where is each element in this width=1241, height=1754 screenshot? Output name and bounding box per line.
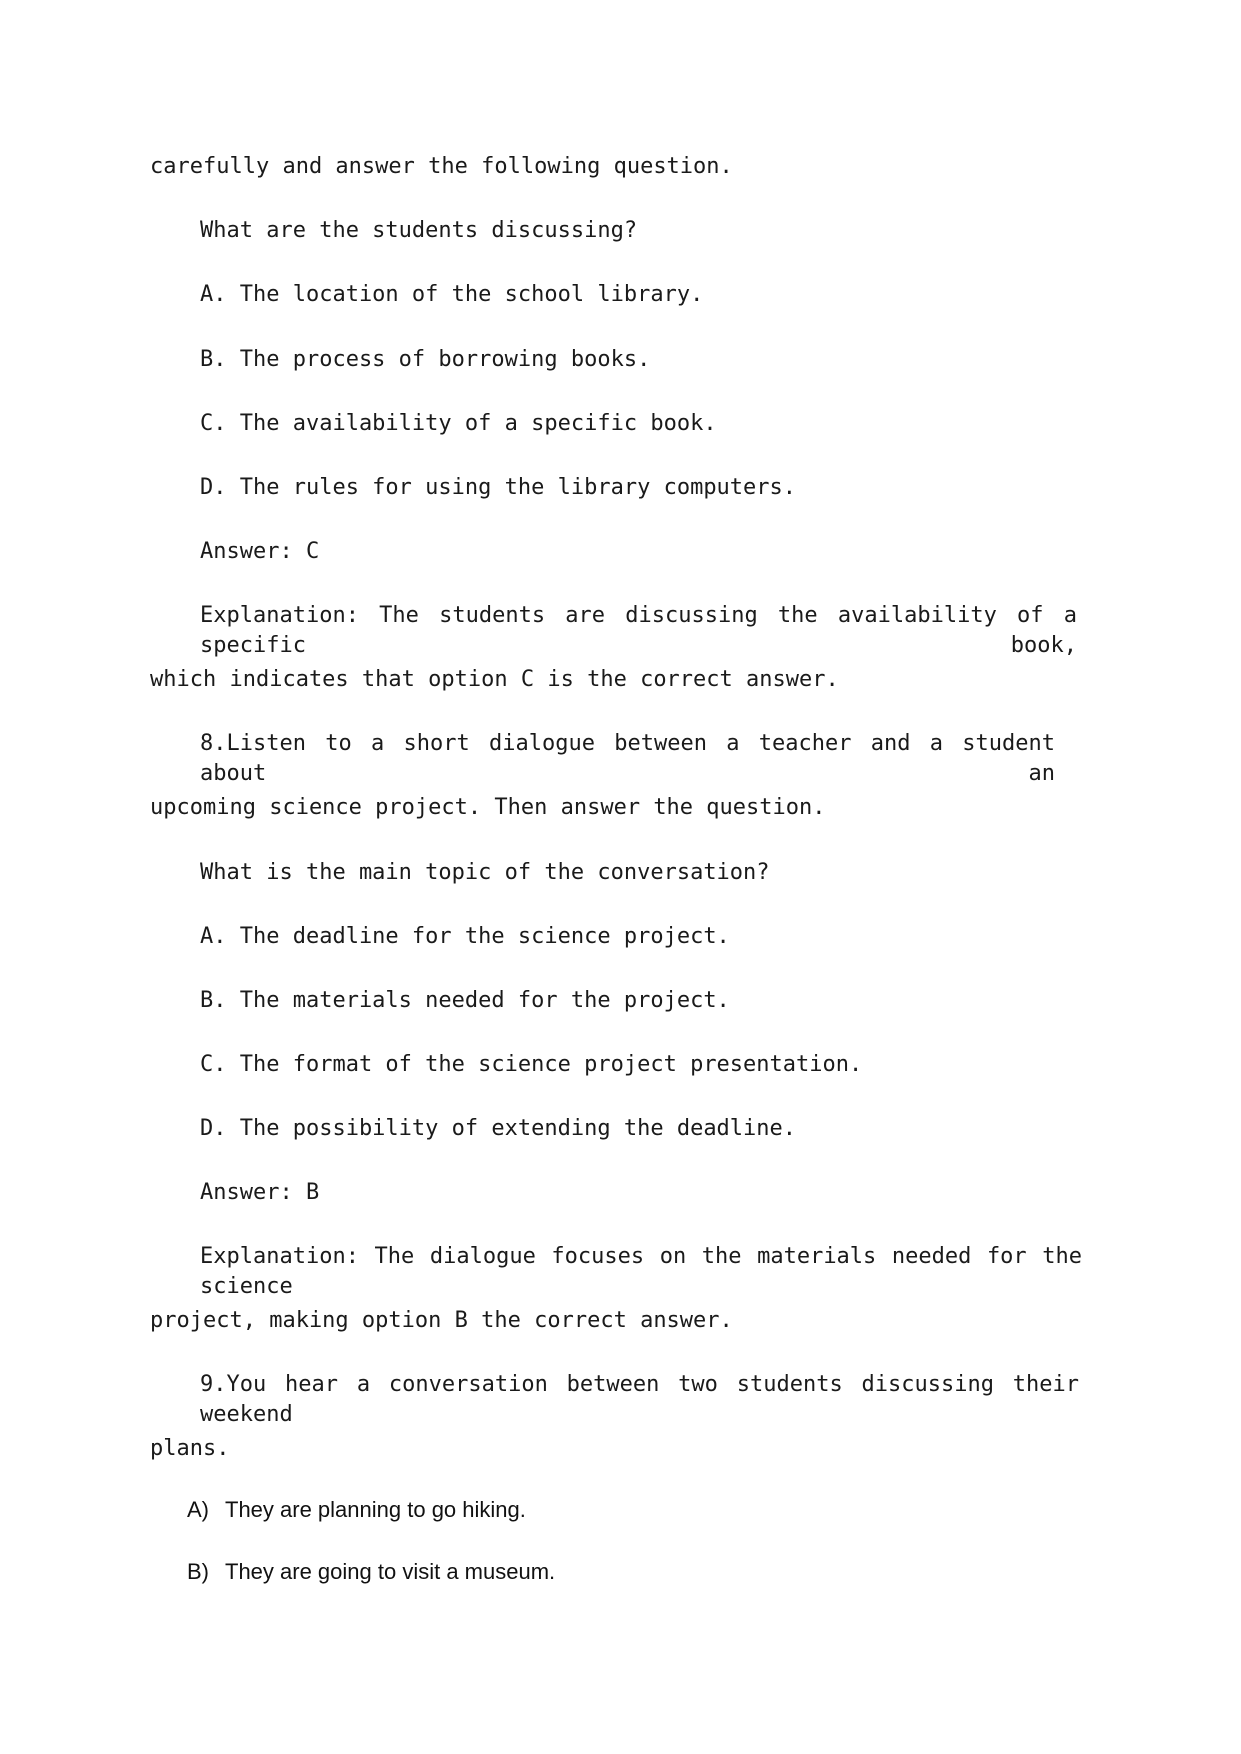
question-9-stem: 9.You hear a conversation between two students discussing their weekend — [200, 1372, 1079, 1427]
question-7-option-b: B. The process of borrowing books. — [200, 347, 651, 372]
question-8-option-d: D. The possibility of extending the deadline. — [200, 1116, 797, 1141]
question-7-prompt: What are the students discussing? — [200, 218, 638, 243]
question-8-option-a: A. The deadline for the science project. — [200, 924, 730, 949]
question-8-stem: 8.Listen to a short dialogue between a teacher and a student about an — [200, 731, 1055, 786]
option-text: They are going to visit a museum. — [225, 1559, 556, 1584]
question-8-stem-cont: upcoming science project. Then answer the question. — [150, 795, 826, 820]
text-line-continuation: carefully and answer the following question. — [150, 154, 733, 179]
question-7-option-c: C. The availability of a specific book. — [200, 411, 717, 436]
question-8-prompt: What is the main topic of the conversation? — [200, 860, 770, 885]
question-8-option-b: B. The materials needed for the project. — [200, 988, 730, 1013]
option-text: They are planning to go hiking. — [225, 1497, 526, 1522]
question-7-explanation: Explanation: The students are discussing the availability of a specific book, — [200, 603, 1077, 658]
option-marker: B) — [187, 1559, 209, 1584]
question-7-option-a: A. The location of the school library. — [200, 282, 704, 307]
question-7-option-d: D. The rules for using the library computers. — [200, 475, 797, 500]
question-7-explanation-cont: which indicates that option C is the correct answer. — [150, 667, 839, 692]
question-8-answer: Answer: B — [200, 1180, 320, 1205]
question-9-option-b — [187, 1557, 555, 1587]
question-8-explanation: Explanation: The dialogue focuses on the materials needed for the science — [200, 1244, 1082, 1299]
question-7-answer: Answer: C — [200, 539, 320, 564]
question-9-option-a — [187, 1495, 526, 1525]
question-8-explanation-cont: project, making option B the correct answer. — [150, 1308, 733, 1333]
option-marker: A) — [187, 1497, 209, 1522]
question-8-option-c: C. The format of the science project presentation. — [200, 1052, 863, 1077]
question-9-stem-cont: plans. — [150, 1436, 230, 1461]
